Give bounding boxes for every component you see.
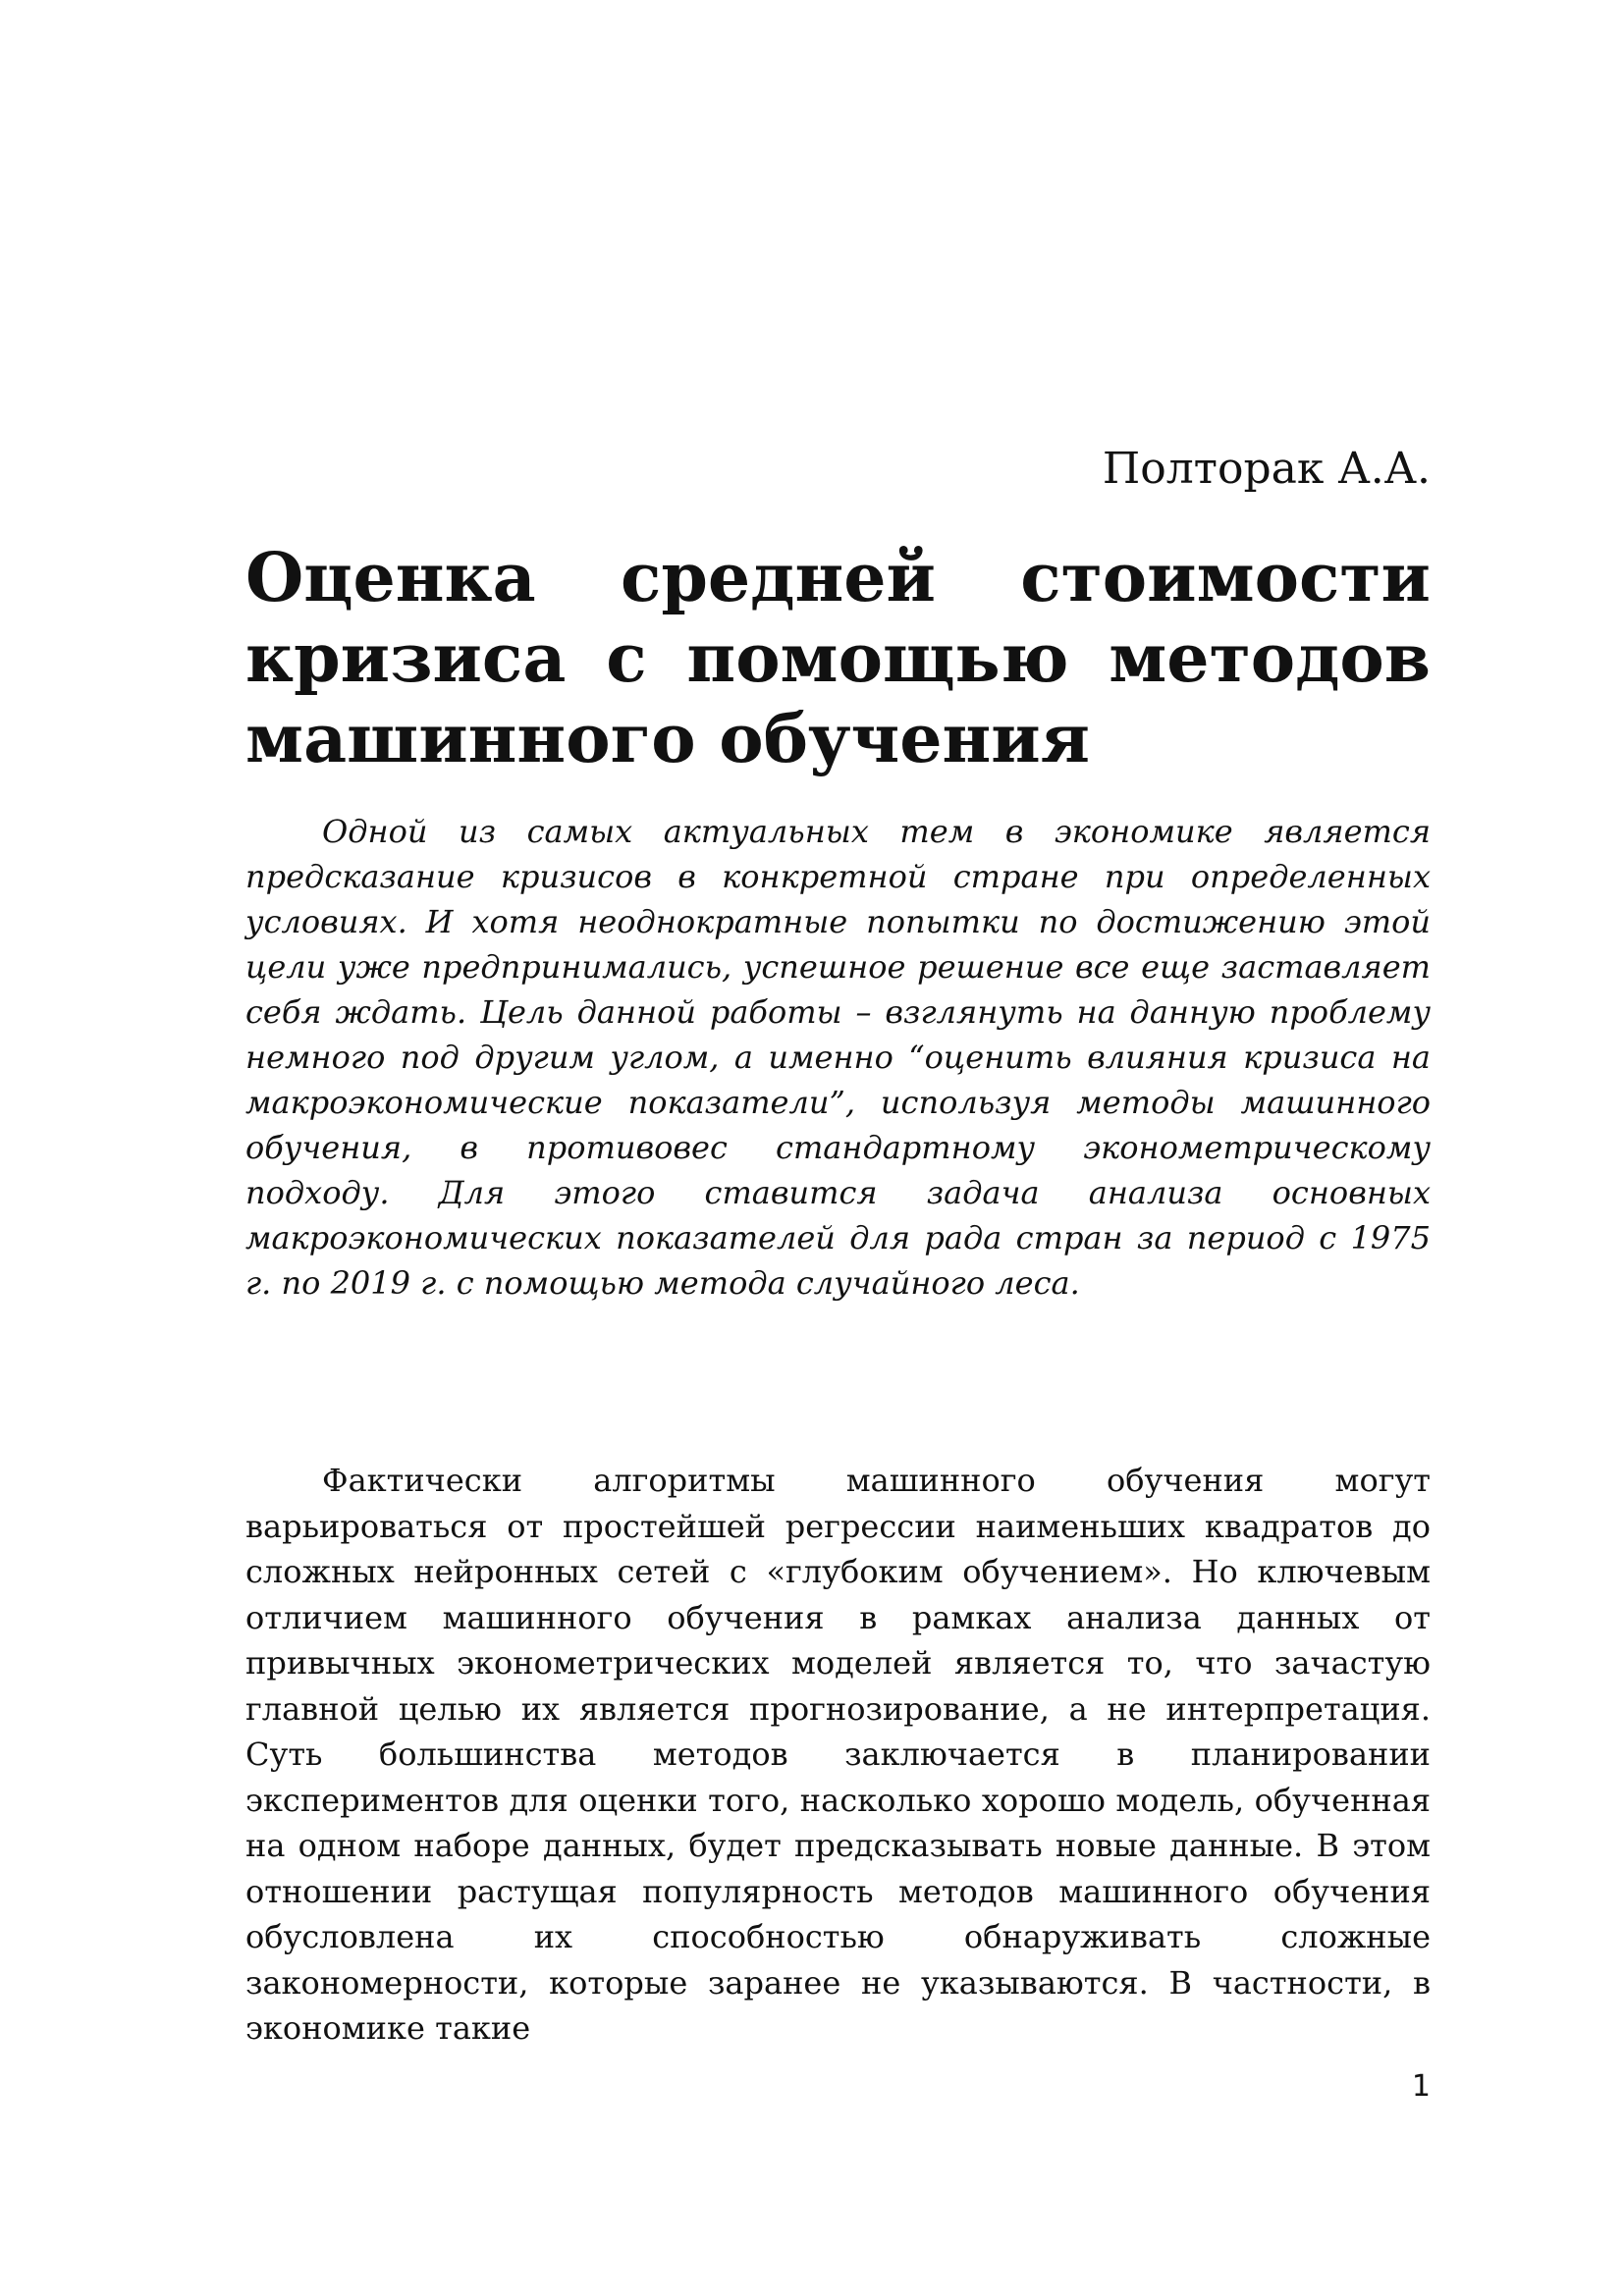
author-name: Полторак А.А. [1102,444,1431,494]
abstract-paragraph: Одной из самых актуальных тем в экономике является предсказание кризисов в конкретной стране при определенных условиях. И хотя неоднократные попытки по достижению этой цели уже предпринимались, успешное решение все еще заставляет себя ждать. Цель данной работы – взглянуть на данную проблему немного под другим углом, а именно “оценить влияния кризиса на макроэкономические показатели”, используя методы машинного обучения, в противовес стандартному эконометрическому подходу. Для этого ставится задача анализа основных макроэкономических показателей для рада стран за период с 1975 г. по 2019 г. с помощью метода случайного леса. [245,813,1431,1302]
paper-title: Оценка средней стоимости кризиса с помощью методов машинного обучения [245,539,1431,778]
body-paragraph: Фактически алгоритмы машинного обучения могут варьироваться от простейшей регрессии наименьших квадратов до сложных нейронных сетей с «глубоким обучением». Но ключевым отличием машинного обучения в рамках анализа данных от привычных эконометрических моделей является то, что зачастую главной целью их является прогнозирование, а не интерпретация. Суть большинства методов заключается в планировании экспериментов для оценки того, насколько хорошо модель, обученная на одном наборе данных, будет предсказывать новые данные. В этом отношении растущая популярность методов машинного обучения обусловлена их способностью обнаруживать сложные закономерности, которые заранее не указываются. В частности, в экономике такие [245,1462,1431,2047]
page-number: 1 [1411,2069,1431,2104]
